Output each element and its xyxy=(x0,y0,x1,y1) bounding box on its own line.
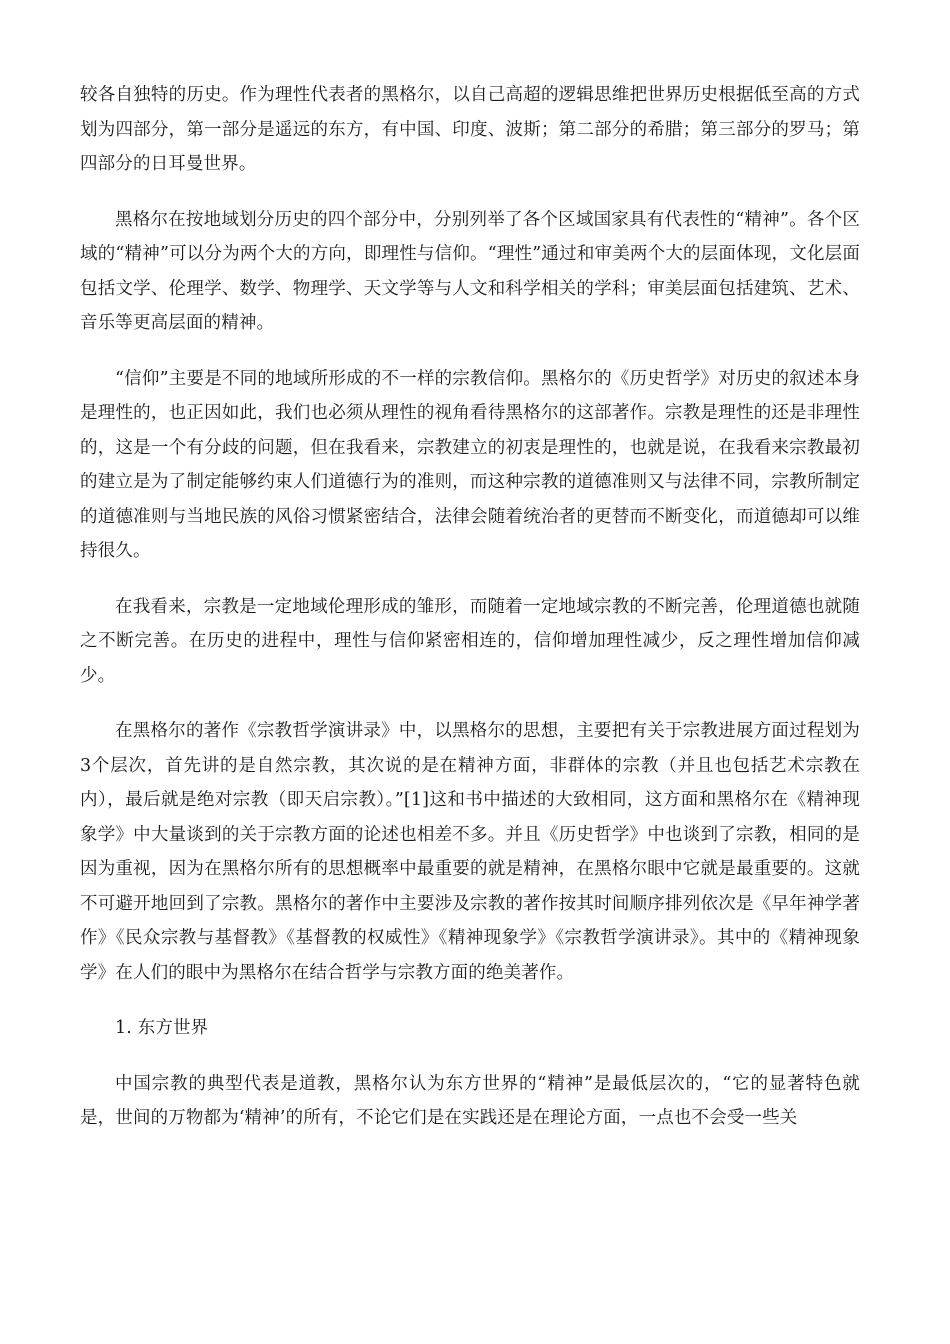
paragraph-religion-ethics: 在我看来，宗教是一定地域伦理形成的雏形，而随着一定地域宗教的不断完善，伦理道德也就随之不断完善。在历史的进程中，理性与信仰紧密相连的，信仰增加理性减少，反之理性增加信仰减少。 xyxy=(80,596,860,686)
paragraph-faith: “信仰”主要是不同的地域所形成的不一样的宗教信仰。黑格尔的《历史哲学》对历史的叙述本身是理性的，也正因如此，我们也必须从理性的视角看待黑格尔的这部著作。宗教是理性的还是非理性的，这是一个有分歧的问题，但在我看来，宗教建立的初衷是理性的，也就是说，在我看来宗教最初的建立是为了制定能够约束人们道德行为的准则，而这种宗教的道德准则又与法律不同，宗教所制定的道德准则与当地民族的风俗习惯紧密结合，法律会随着统治者的更替而不断变化，而道德却可以维持很久。 xyxy=(80,368,860,561)
document-page xyxy=(80,78,860,1157)
paragraph-chinese-religion: 中国宗教的典型代表是道教，黑格尔认为东方世界的“精神”是最低层次的，“它的显著特色就是，世间的万物都为‘精神’的所有，不论它们是在实践还是在理论方面，一点也不会受一些关 xyxy=(80,1073,860,1128)
paragraph-philosophy-of-religion: 在黑格尔的著作《宗教哲学演讲录》中，以黑格尔的思想，主要把有关于宗教进展方面过程划为3个层次，首先讲的是自然宗教，其次说的是在精神方面，非群体的宗教（并且也包括艺术宗教在内），最后就是绝对宗教（即天启宗教）。”[1]这和书中描述的大致相同，这方面和黑格尔在《精神现象学》中大量谈到的关于宗教方面的论述也相差不多。并且《历史哲学》中也谈到了宗教，相同的是因为重视，因为在黑格尔所有的思想概率中最重要的就是精神，在黑格尔眼中它就是最重要的。这就不可避开地回到了宗教。黑格尔的著作中主要涉及宗教的著作按其时间顺序排列依次是《早年神学著作》《民众宗教与基督教》《基督教的权威性》《精神现象学》《宗教哲学演讲录》。其中的《精神现象学》在人们的眼中为黑格尔在结合哲学与宗教方面的绝美著作。 xyxy=(80,721,860,983)
section-heading-eastern-world: 1. 东方世界 xyxy=(115,1018,209,1038)
paragraph-spirit-division: 黑格尔在按地域划分历史的四个部分中，分别列举了各个区域国家具有代表性的“精神”。各个区域的“精神”可以分为两个大的方向，即理性与信仰。“理性”通过和审美两个大的层面体现，文化层面包括文学、伦理学、数学、物理学、天文学等与人文和科学相关的学科；审美层面包括建筑、艺术、音乐等更高层面的精神。 xyxy=(80,209,860,333)
paragraph-continuation: 较各自独特的历史。作为理性代表者的黑格尔，以自己高超的逻辑思维把世界历史根据低至高的方式划为四部分，第一部分是遥远的东方，有中国、印度、波斯；第二部分的希腊；第三部分的罗马；第四部分的日耳曼世界。 xyxy=(80,85,860,174)
